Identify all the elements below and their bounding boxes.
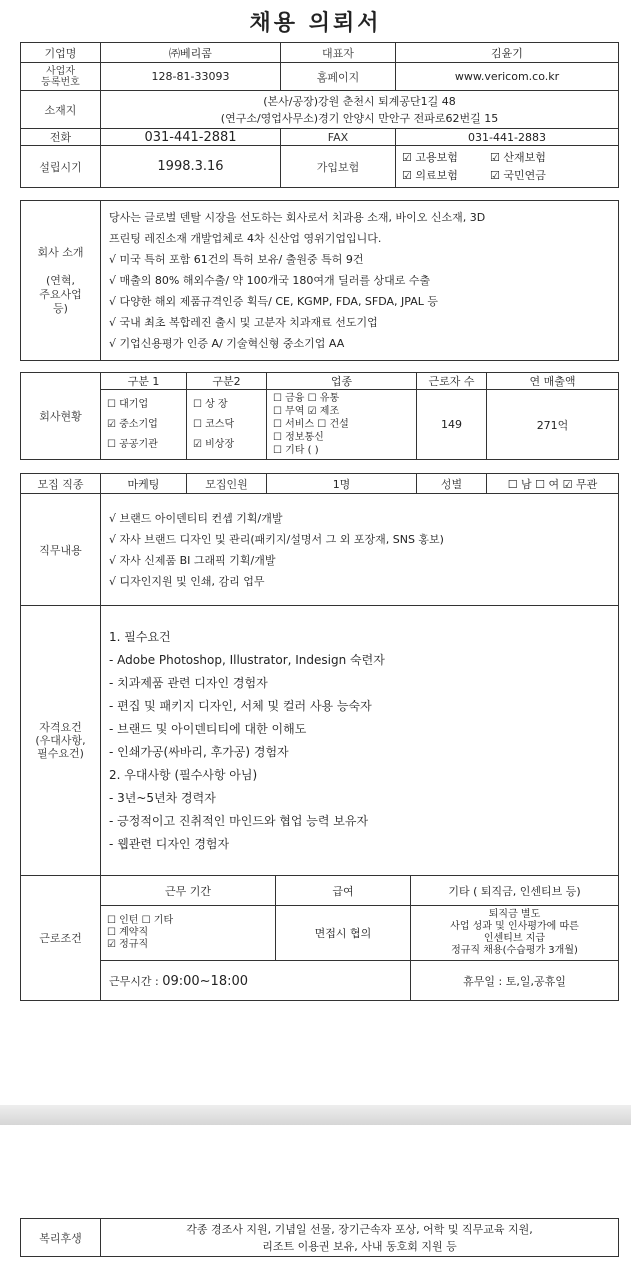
status-header-workers: 근로자 수 <box>417 373 487 390</box>
insurance-pension: ☑ 국민연금 <box>490 168 546 182</box>
regno: 128-81-33093 <box>101 63 281 91</box>
qualification-item: - 웹관련 디자인 경험자 <box>109 836 230 851</box>
founded: 1998.3.16 <box>101 146 281 188</box>
intro-line: √ 다양한 해외 제품규격인증 획득/ CE, KGMP, FDA, SFDA, JPAL 등 <box>109 295 438 308</box>
insurance-health: ☑ 의료보험 <box>402 168 458 182</box>
intro-label: 회사 소개 (연혁, 주요사업 등) <box>21 201 101 361</box>
intro-line: √ 매출의 80% 해외수출/ 약 100개국 180여개 딜러를 상대로 수출 <box>109 274 431 287</box>
qualification-item: - 치과제품 관련 디자인 경험자 <box>109 675 268 690</box>
period-permanent: ☑ 정규직 <box>107 939 149 950</box>
company-intro-table <box>20 200 619 361</box>
status-header-industry: 업종 <box>267 373 417 390</box>
company-name: ㈜베리콤 <box>101 43 281 63</box>
worker-count: 149 <box>417 390 487 460</box>
recruitment-table <box>20 473 619 876</box>
company-info-table <box>20 42 619 188</box>
fax-label: FAX <box>281 129 396 146</box>
industry-line: ☐ 정보통신 <box>273 432 324 443</box>
job-type: 마케팅 <box>101 474 187 494</box>
company-name-label: 기업명 <box>21 43 101 63</box>
qualification-item: - Adobe Photoshop, Illustrator, Indesign 숙련자 <box>109 652 385 667</box>
intro-line: √ 국내 최초 복합레진 출시 및 고분자 치과재료 선도기업 <box>109 316 378 329</box>
welfare-line-1: 각종 경조사 지원, 기념일 선물, 장기근속자 포상, 어학 및 직무교육 지원, <box>186 1222 533 1236</box>
status-header-revenue: 연 매출액 <box>487 373 619 390</box>
welfare-label: 복리후생 <box>21 1219 101 1257</box>
checkbox-public: ☐ 공공기관 <box>107 438 158 450</box>
homepage-link[interactable]: www.vericom.co.kr <box>396 63 619 91</box>
annual-revenue: 271억 <box>487 390 619 460</box>
qualification-item: - 긍정적이고 진취적인 마인드와 협업 능력 보유자 <box>109 813 369 828</box>
checkbox-unlisted: ☑ 비상장 <box>193 438 235 450</box>
status-label: 회사현황 <box>21 373 101 460</box>
job-type-label: 모집 직종 <box>21 474 101 494</box>
address-line-1: (본사/공장)강원 춘천시 퇴계공단1길 48 <box>263 94 456 108</box>
etc-line: 정규직 채용(수습평가 3개월) <box>451 945 578 956</box>
gender-options: ☐ 남 ☐ 여 ☑ 무관 <box>487 474 619 494</box>
headcount: 1명 <box>267 474 417 494</box>
qualification-label: 자격요건 (우대사항, 필수요건) <box>21 606 101 876</box>
gender-label: 성별 <box>417 474 487 494</box>
intro-line: √ 미국 특허 포함 61건의 특허 보유/ 출원중 특허 9건 <box>109 253 364 266</box>
work-hours-label: 근무시간 : <box>109 974 163 988</box>
qualification-item: 2. 우대사항 (필수사항 아님) <box>109 767 258 782</box>
duty-item: √ 브랜드 아이덴티티 컨셉 기획/개발 <box>109 511 283 525</box>
checkbox-large-company: ☐ 대기업 <box>107 398 149 410</box>
work-hours: 09:00~18:00 <box>162 973 249 989</box>
period-intern-etc: ☐ 인턴 ☐ 기타 <box>107 915 174 926</box>
phone: 031-441-2881 <box>101 129 281 146</box>
welfare-line-2: 리조트 이용권 보유, 사내 동호회 지원 등 <box>262 1239 457 1253</box>
fax: 031-441-2883 <box>396 129 619 146</box>
status-header-type2: 구분2 <box>187 373 267 390</box>
etc-line: 사업 성과 및 인사평가에 따른 <box>450 921 579 932</box>
etc-line: 퇴직금 별도 <box>488 909 541 920</box>
homepage-label: 홈페이지 <box>281 63 396 91</box>
duty-item: √ 디자인지원 및 인쇄, 감리 업무 <box>109 574 265 588</box>
industry-line: ☐ 서비스 ☐ 건설 <box>273 419 349 430</box>
intro-line: 당사는 글로벌 덴탈 시장을 선도하는 회사로서 치과용 소재, 바이오 신소재, 3D <box>109 211 486 224</box>
phone-label: 전화 <box>21 129 101 146</box>
insurance-employment: ☑ 고용보험 <box>402 150 458 164</box>
qualification-item: - 3년~5년차 경력자 <box>109 790 216 805</box>
salary-header: 급여 <box>276 876 411 906</box>
status-header-type1: 구분 1 <box>101 373 187 390</box>
ceo-label: 대표자 <box>281 43 396 63</box>
qualification-item: - 브랜드 및 아이덴티티에 대한 이해도 <box>109 721 307 736</box>
checkbox-kosdaq: ☐ 코스닥 <box>193 418 235 430</box>
company-status-table <box>20 372 619 460</box>
industry-line: ☐ 기타 ( ) <box>273 445 319 456</box>
document-title: 채용 의뢰서 <box>249 11 382 36</box>
page-break <box>0 1105 631 1125</box>
qualification-item: 1. 필수요건 <box>109 629 171 644</box>
address-line-2: (연구소/영업사무소)경기 안양시 만안구 전파로62번길 15 <box>220 111 499 125</box>
founded-label: 설립시기 <box>21 146 101 188</box>
welfare-table <box>20 1218 619 1257</box>
work-conditions-label: 근로조건 <box>21 876 101 1001</box>
etc-line: 인센티브 지급 <box>483 933 546 944</box>
ceo-name: 김윤기 <box>396 43 619 63</box>
industry-line: ☐ 무역 ☑ 제조 <box>273 406 340 417</box>
qualification-item: - 인쇄가공(싸바리, 후가공) 경험자 <box>109 744 289 759</box>
intro-line: √ 기업신용평가 인증 A/ 기술혁신형 중소기업 AA <box>109 337 345 350</box>
headcount-label: 모집인원 <box>187 474 267 494</box>
period-contract: ☐ 계약직 <box>107 927 149 938</box>
duty-label: 직무내용 <box>21 494 101 606</box>
duty-item: √ 자사 신제품 BI 그래픽 기획/개발 <box>109 553 276 567</box>
work-period-header: 근무 기간 <box>101 876 276 906</box>
checkbox-sme: ☑ 중소기업 <box>107 418 158 430</box>
duty-item: √ 자사 브랜드 디자인 및 관리(패키지/설명서 그 외 포장재, SNS 홍보) <box>109 532 444 546</box>
work-conditions-table <box>20 875 619 1001</box>
industry-line: ☐ 금융 ☐ 유통 <box>273 393 340 404</box>
intro-line: 프린팅 레진소재 개발업체로 4차 신산업 영위기업입니다. <box>109 232 382 245</box>
salary: 면접시 협의 <box>276 906 411 961</box>
qualification-item: - 편집 및 패키지 디자인, 서체 및 컬러 사용 능숙자 <box>109 698 372 713</box>
regno-label: 사업자 등록번호 <box>21 63 101 91</box>
etc-header: 기타 ( 퇴직금, 인센티브 등) <box>411 876 619 906</box>
holidays: 휴무일 : 토,일,공휴일 <box>411 961 619 1001</box>
address-label: 소재지 <box>21 91 101 129</box>
checkbox-listed: ☐ 상 장 <box>193 398 228 410</box>
insurance-label: 가입보험 <box>281 146 396 188</box>
insurance-accident: ☑ 산재보험 <box>490 150 546 164</box>
